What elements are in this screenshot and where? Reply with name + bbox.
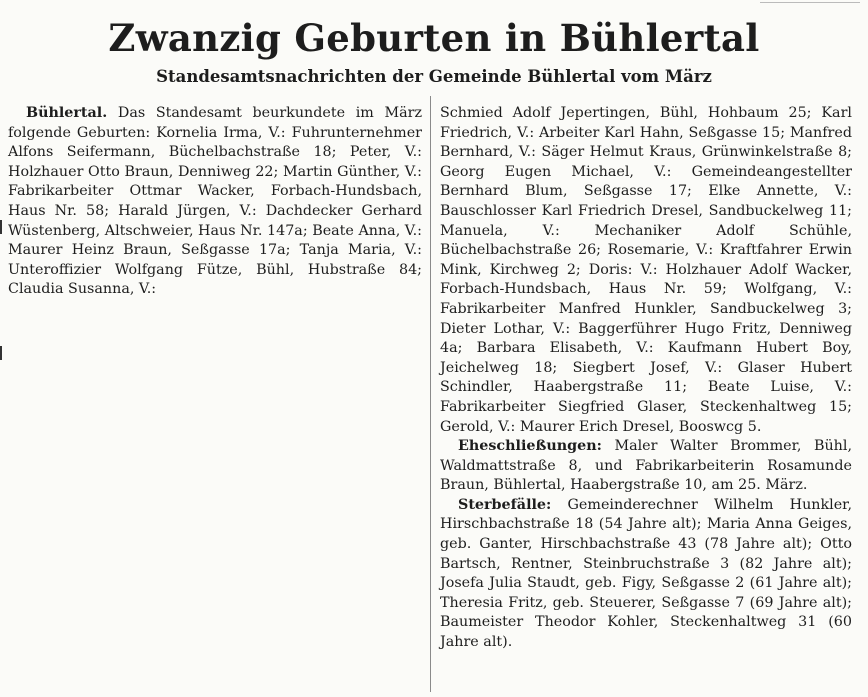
deaths-paragraph bbox=[440, 496, 852, 653]
deaths-text: Gemeinderechner Wilhelm Hunkler, Hirschbachstraße 18 (54 Jahre alt); Maria Anna Geiges, geb. Ganter, Hirschbachstraße 43 (78 Jahre alt); Otto Bartsch, Rentner, Steinbruchstraße 3 (82 Jahre alt); Josefa Julia Staudt, geb. Figy, Seßgasse 2 (61 Jahre alt); Theresia Fritz, geb. Steuerer, Seßgasse 7 (69 Jahre alt); Baumeister Theodor Kohler, Steckenhaltweg 31 (60 Jahre alt). bbox=[440, 496, 852, 651]
location-label: Bühlertal. bbox=[26, 105, 108, 121]
marriages-paragraph bbox=[440, 437, 852, 496]
column-divider bbox=[430, 96, 431, 692]
headline: Zwanzig Geburten in Bühlertal bbox=[108, 16, 760, 60]
marriages-label: Eheschließungen: bbox=[458, 438, 602, 455]
subheadline: Standesamtsnachrichten der Gemeinde Bühlertal vom März bbox=[156, 67, 712, 86]
births-paragraph bbox=[8, 104, 422, 300]
left-edge-mark bbox=[0, 346, 2, 360]
births-text: Das Standesamt beurkundete im März folgende Geburten: Kornelia Irma, V.: Fuhrunternehmer Alfons Seifermann, Büchelbachstraße 18; Peter, V.: Holzhauer Otto Braun, Denniweg 22; Martin Günther, V.: Fabrikarbeiter Ottmar Wacker, Forbach-Hundsbach, Haus Nr. 58; Harald Jürgen, V.: Dachdecker Gerhard Wüstenberg, Altschweier, Haus Nr. 147a; Beate Anna, V.: Maurer Heinz Braun, Seßgasse 17a; Tanja Maria, V.: Unteroffizier Wolfgang Fütze, Bühl, Hubstraße 84; Claudia Susanna, V.: bbox=[8, 105, 422, 298]
left-edge-mark bbox=[0, 220, 2, 234]
marriages-text: Maler Walter Brommer, Bühl, Waldmattstraße 8, und Fabrikarbeiterin Rosamunde Braun, Bühlertal, Haabergstraße 10, am 25. März. bbox=[440, 438, 852, 494]
deaths-label: Sterbefälle: bbox=[458, 496, 552, 513]
left-column bbox=[8, 104, 422, 300]
births-continued-paragraph: Schmied Adolf Jepertingen, Bühl, Hohbaum 25; Karl Friedrich, V.: Arbeiter Karl Hahn, Seßgasse 15; Manfred Bernhard, V.: Säger Helmut Kraus, Grünwinkelstraße 8; Georg Eugen Michael, V.: Gemeindeangestellter Bernhard Blum, Seßgasse 17; Elke Annette, V.: Bauschlosser Karl Friedrich Dresel, Sandbuckelweg 11; Manuela, V.: Mechaniker Adolf Schühle, Büchelbachstraße 26; Rosemarie, V.: Kraftfahrer Erwin Mink, Kirchweg 2; Doris: V.: Holzhauer Adolf Wacker, Forbach-Hundsbach, Haus Nr. 59; Wolfgang, V.: Fabrikarbeiter Manfred Hunkler, Sandbuckelweg 3; Dieter Lothar, V.: Baggerführer Hugo Fritz, Denniweg 4a; Barbara Elisabeth, V.: Kaufmann Hubert Boy, Jeichelweg 18; Siegbert Josef, V.: Glaser Hubert Schindler, Haabergstraße 11; Beate Luise, V.: Fabrikarbeiter Siegfried Glaser, Steckenhaltweg 15; Gerold, V.: Maurer Erich Dresel, Booswcg 5. bbox=[440, 105, 852, 435]
right-column bbox=[440, 104, 852, 653]
top-edge-rule bbox=[760, 2, 860, 3]
